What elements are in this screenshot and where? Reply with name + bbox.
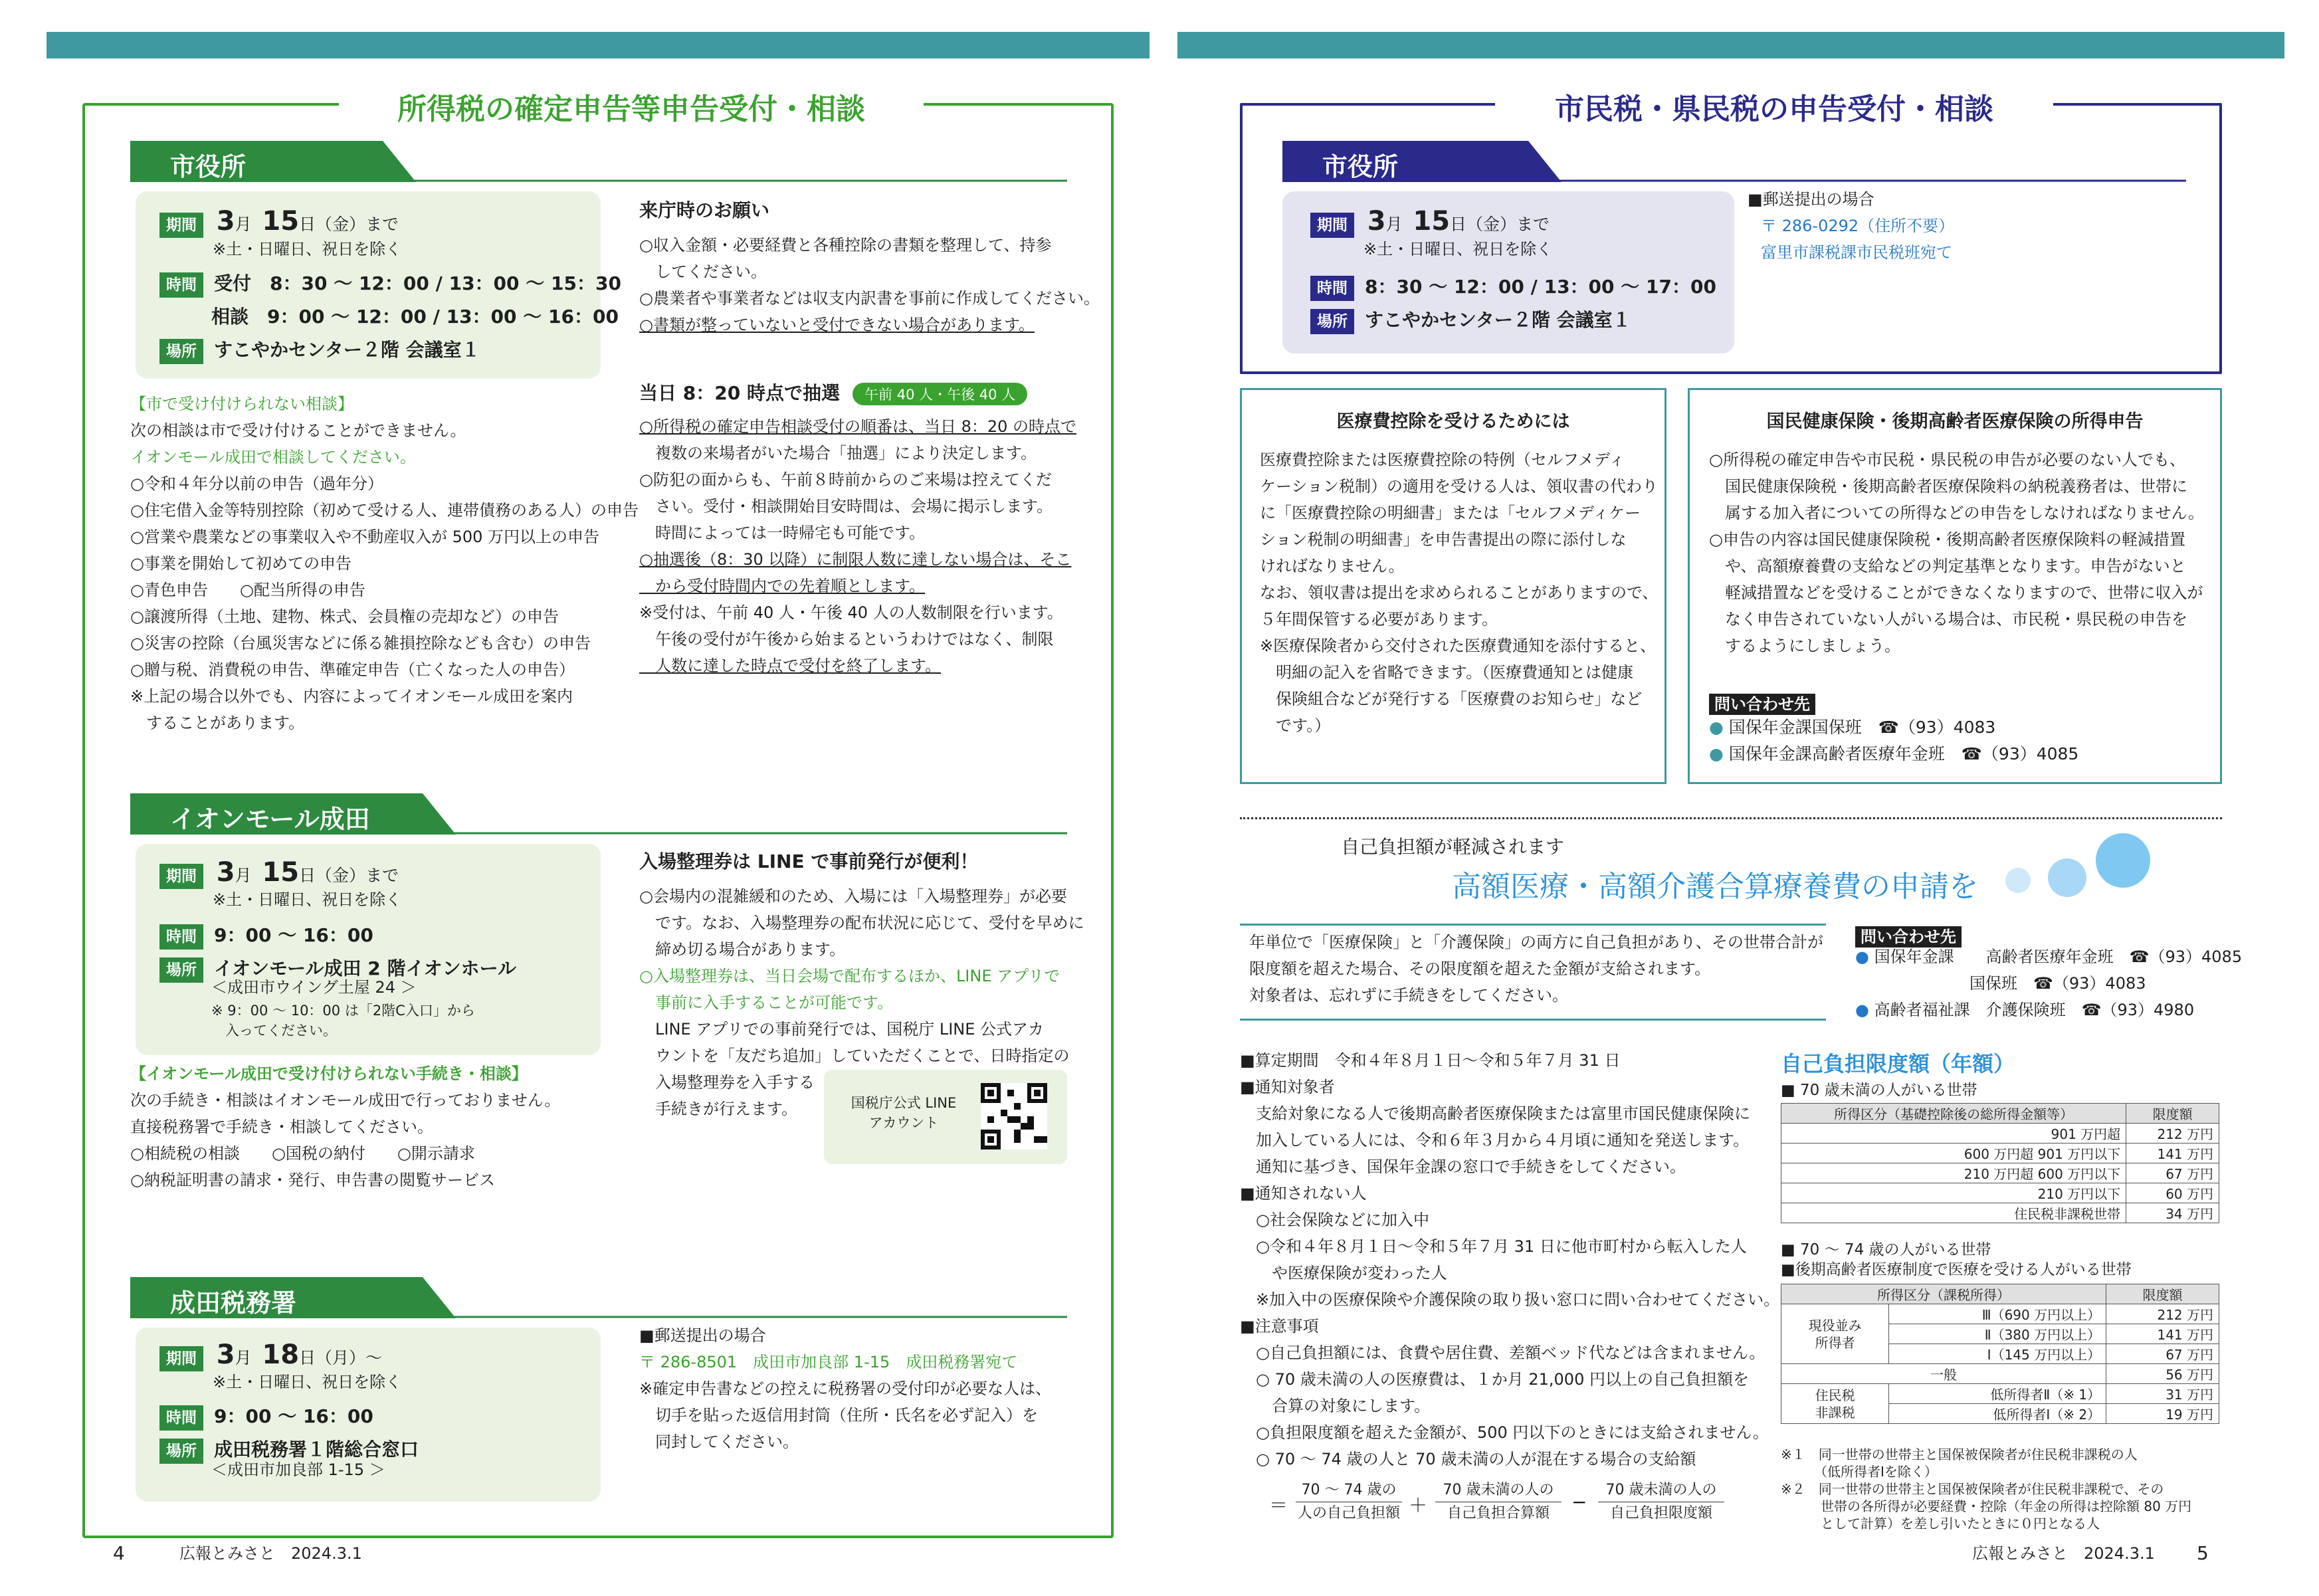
- section-band-tax-office: [130, 1277, 1067, 1318]
- footer-text: 広報とみさと 2024.3.1: [179, 1544, 362, 1563]
- section-band-label: 市役所: [1322, 152, 1399, 181]
- nhi-contact-label: 問い合わせ先: [1709, 691, 1815, 714]
- medical-text: 医療費控除または医療費控除の特例（セルフメディ ケーション税制）の適用を受ける人は、領収書の代わり に「医療費控除の明細書」または「セルフメディケー ション税制の明細書」を申告書提出の際に添付しな ければなりません。 なお、領収書は提出を求められることがありますので、 ５年間保管する必要があります。 ※医療保険者から交付された医療費通知を添付すると、 明細の記入を省略できます。（医療費通知とは健康 保険組合などが発行する「医療費のお知らせ」など です。）: [1260, 450, 1659, 735]
- limit-table-70-74: 所得区分（課税所得） 限度額 現役並み 所得者 Ⅲ（690 万円以上） 212 万円 Ⅱ（380 万円以上） 141 万円 Ⅰ（145 万円以上） 67 万円 一般 56 万円 住民税 非課税 低所得者Ⅱ（※ 1） 31 万円 低所得者Ⅰ（※ 2） 19 万円: [1781, 1284, 2219, 1424]
- period-row: 期間 3月 15日（金）まで: [1310, 206, 1550, 238]
- medical-heading: 医療費控除を受けるためには: [1336, 411, 1570, 432]
- visit-request: 来庁時のお願い ○収入金額・必要経費と各種控除の書類を整理して、持参 してください。 ○農業者や事業者などは収支内訳書を事前に作成してください。 ○書類が整っていないと受付できない場合があります。: [639, 199, 1100, 334]
- kougaku-subheading: 自己負担額が軽減されます: [1341, 836, 1565, 858]
- nhi-heading: 国民健康保険・後期高齢者医療保険の所得申告: [1766, 411, 2144, 432]
- period-note: ※土・日曜日、祝日を除く: [213, 890, 402, 909]
- page-number: 5: [2197, 1542, 2209, 1564]
- time-row: 時間 8：30 〜 12：00 / 13：00 〜 17：00: [1310, 272, 1716, 301]
- qr-code-icon[interactable]: [981, 1083, 1047, 1149]
- period-row: 期間 3月 18日（月）〜: [159, 1340, 382, 1371]
- period-row: 期間 3月 15日（金）まで: [159, 857, 399, 889]
- place-row: 場所 すこやかセンター２階 会議室１: [159, 336, 480, 364]
- section-band-label: イオンモール成田: [170, 805, 370, 834]
- period-note: ※土・日曜日、祝日を除く: [213, 240, 402, 258]
- time-row: 時間 受付 8：30 〜 12：00 / 13：00 〜 15：30: [159, 269, 621, 298]
- decor-circle: [2048, 858, 2086, 897]
- time-row-2: 相談 9：00 〜 12：00 / 13：00 〜 16：00: [211, 306, 619, 328]
- footer-text: 広報とみさと 2024.3.1: [1972, 1544, 2155, 1563]
- limit-heading: 自己負担限度額（年額）: [1781, 1051, 2015, 1076]
- tax-mail: ■郵送提出の場合 〒 286-8501 成田市加良部 1-15 成田税務署宛て ※確定申告書などの控えに税務署の受付印が必要な人は、 切手を貼った返信用封筒（住所・氏名を必ず記入）を 同封してください。: [639, 1326, 1052, 1451]
- section-band-label: 市役所: [170, 152, 247, 181]
- place-row: 場所 イオンモール成田 2 階イオンホール: [159, 954, 516, 983]
- kougaku-heading: 高額医療・高額介護合算療養費の申請を: [1452, 870, 1978, 904]
- table2-heading: ■ 70 〜 74 歳の人がいる世帯: [1781, 1241, 1991, 1258]
- period-tag: 期間: [159, 213, 203, 238]
- time-row: 時間 9：00 〜 16：00: [159, 921, 373, 949]
- lottery: 当日 8：20 時点で抽選 午前 40 人・午後 40 人 ○所得税の確定申告相談受付の順番は、当日 8：20 の時点で 複数の来場者がいた場合「抽選」により決定します。 ○防犯の面からも、午前８時前からのご来場は控えてくだ さい。受付・相談開始目安時間は、会場に掲示します。 時間によっては一時帰宅も可能です。 ○抽選後（8：30 以降）に制限人数に達しない場合は、そこ から受付時間内での先着順とします。 ※受付は、午前 40 人・午後 40 人の人数制限を行います。 午後の受付が午後から始まるというわけではなく、制限 人数に達した時点で受付を終了します。: [639, 382, 1077, 675]
- qr-label: 国税庁公式 LINE アカウント: [851, 1095, 957, 1131]
- resident-mail: ■郵送提出の場合 〒 286-0292（住所不要） 富里市課税課市民税班宛て: [1748, 190, 1955, 262]
- page-title-left: 所得税の確定申告等申告受付・相談: [339, 85, 924, 128]
- decor-circle: [2096, 833, 2150, 888]
- kougaku-contact: ● 国保年金課 高齢者医療年金班 ☎（93）4085 国保班 ☎（93）4083 ● 高齢者福祉課 介護保険班 ☎（93）4980: [1855, 948, 2243, 1019]
- nhi-contact: ● 国保年金課国保班 ☎（93）4083 ● 国保年金課高齢者医療年金班 ☎（93）4085: [1709, 718, 2079, 763]
- table2-heading: ■後期高齢者医療制度で医療を受ける人がいる世帯: [1781, 1261, 2132, 1278]
- place-address: ＜成田市ウイング土屋 24 ＞: [211, 978, 417, 997]
- line-ticket: 入場整理券は LINE で事前発行が便利！ ○会場内の混雑緩和のため、入場には「入場整理券」が必要 です。なお、入場整理券の配布状況に応じて、受付を早めに 締め切る場合があります。 ○入場整理券は、当日会場で配布するほか、LINE アプリで 事前に入手することが可能です。 LINE アプリでの事前発行では、国税庁 LINE 公式アカ ウントを「友だち追加」していただくことで、日時指定の 入場整理券を入手する 手続きが行えます。: [639, 850, 1084, 1118]
- aeon-not-accept: 【イオンモール成田で受け付けられない手続き・相談】 次の手続き・相談はイオンモール成田で行っておりません。 直接税務署で手続き・相談してください。 ○相続税の相談 ○国税の納付 ○開示請求 ○納税証明書の請求・発行、申告書の閲覧サービス: [130, 1064, 561, 1189]
- place-address: ＜成田市加良部 1-15 ＞: [211, 1460, 385, 1479]
- place-note: ※ 9：00 〜 10：00 は「2階C入口」から: [211, 1003, 475, 1019]
- time-row: 時間 9：00 〜 16：00: [159, 1402, 373, 1431]
- decor-circle: [2005, 868, 2031, 893]
- period-row: 期間 3月 15日（金）まで: [159, 206, 399, 238]
- nhi-text: ○所得税の確定申告や市民税・県民税の申告が必要のない人でも、 国民健康保険税・後期高齢者医療保険料の納税義務者は、世帯に 属する加入者についての所得などの申告をしなければなりません。 ○申告の内容は国民健康保険税・後期高齢者医療保険料の軽減措置 や、高額療養費の支給などの判定基準となります。申告がないと 軽減措置などを受けることができなくなりますので、世帯に収入が なく申告されていない人がいる場合は、市民税・県民税の申告を するようにしましょう。: [1709, 450, 2204, 655]
- lottery-badge: 午前 40 人・午後 40 人: [853, 383, 1027, 405]
- section-band-city: [130, 141, 1067, 182]
- place-row: 場所 すこやかセンター２階 会議室１: [1310, 306, 1631, 334]
- place-row: 場所 成田税務署１階総合窓口: [159, 1435, 419, 1464]
- section-band-city-right: [1282, 141, 2186, 182]
- top-bar-right: [1177, 32, 2284, 58]
- page-title-right: 市民税・県民税の申告受付・相談: [1495, 85, 2053, 128]
- kougaku-intro: 年単位で「医療保険」と「介護保険」の両方に自己負担があり、その世帯合計が 限度額を超えた場合、その限度額を超えた金額が支給されます。 対象者は、忘れずに手続きをしてください。: [1249, 933, 1823, 1005]
- formula: ＝ 70 〜 74 歳の 人の自己負担額 ＋ 70 歳未満の人の 自己負担合算額 − 70 歳未満の人の 自己負担限度額: [1269, 1479, 1748, 1532]
- section-band-aeon: [130, 793, 1067, 835]
- section-band-label: 成田税務署: [170, 1288, 297, 1318]
- period-note: ※土・日曜日、祝日を除く: [1363, 240, 1553, 258]
- period-note: ※土・日曜日、祝日を除く: [213, 1373, 402, 1391]
- table-notes: ※１ 同一世帯の世帯主と国保被保険者が住民税非課税の人 （低所得者Ⅰを除く） ※２ 同一世帯の世帯主と国保被保険者が住民税非課税で、その 世帯の各所得が必要経費・控除（年金の所得は控除額 80 万円 として計算）を差し引いたときに０円となる人: [1781, 1446, 2192, 1532]
- city-not-accept: 【市で受け付けられない相談】 次の相談は市で受け付けることができません。 イオンモール成田で相談してください。 ○令和４年分以前の申告（過年分） ○住宅借入金等特別控除（初めて受ける人、連帯債務のある人）の申告 ○営業や農業などの事業収入や不動産収入が 500 万円以上の申告 ○事業を開始して初めての申告 ○青色申告 ○配当所得の申告 ○譲渡所得（土地、建物、株式、会員権の売却など）の申告 ○災害の控除（台風災害などに係る雑損控除なども含む）の申告 ○贈与税、消費税の申告、準確定申告（亡くなった人の申告） ※上記の場合以外でも、内容によってイオンモール成田を案内 することがあります。: [130, 395, 639, 732]
- kougaku-contact-label: 問い合わせ先: [1855, 924, 1962, 947]
- table1-heading: ■ 70 歳未満の人がいる世帯: [1781, 1082, 1977, 1099]
- limit-table-under70: 所得区分（基礎控除後の総所得金額等） 限度額 901 万円超 212 万円 600 万円超 901 万円以下 141 万円 210 万円超 600 万円以下 67 万円 210 万円以下 60 万円 住民税非課税世帯 34 万円: [1781, 1103, 2219, 1223]
- page-number: 4: [113, 1542, 125, 1564]
- kougaku-body: ■算定期間 令和４年８月１日〜令和５年７月 31 日 ■通知対象者 支給対象になる人で後期高齢者医療保険または富里市国民健康保険に 加入している人には、令和６年３月から４月頃に通知を発送します。 通知に基づき、国保年金課の窓口で手続きをしてください。 ■通知されない人 ○社会保険などに加入中 ○令和４年８月１日〜令和５年７月 31 日に他市町村から転入した人 や医療保険が変わった人 ※加入中の医療保険や介護保険の取り扱い窓口に問い合わせてください。 ■注意事項 ○自己負担額には、食費や居住費、差額ベッド代などは含まれません。 ○ 70 歳未満の人の医療費は、１か月 21,000 円以上の自己負担額を 合算の対象にします。 ○負担限度額を超えた金額が、500 円以下のときには支給されません。 ○ 70 〜 74 歳の人と 70 歳未満の人が混在する場合の支給額: [1240, 1051, 1780, 1468]
- place-note: 入ってください。: [211, 1023, 337, 1039]
- top-bar-left: [47, 32, 1150, 58]
- divider: [1240, 817, 2222, 819]
